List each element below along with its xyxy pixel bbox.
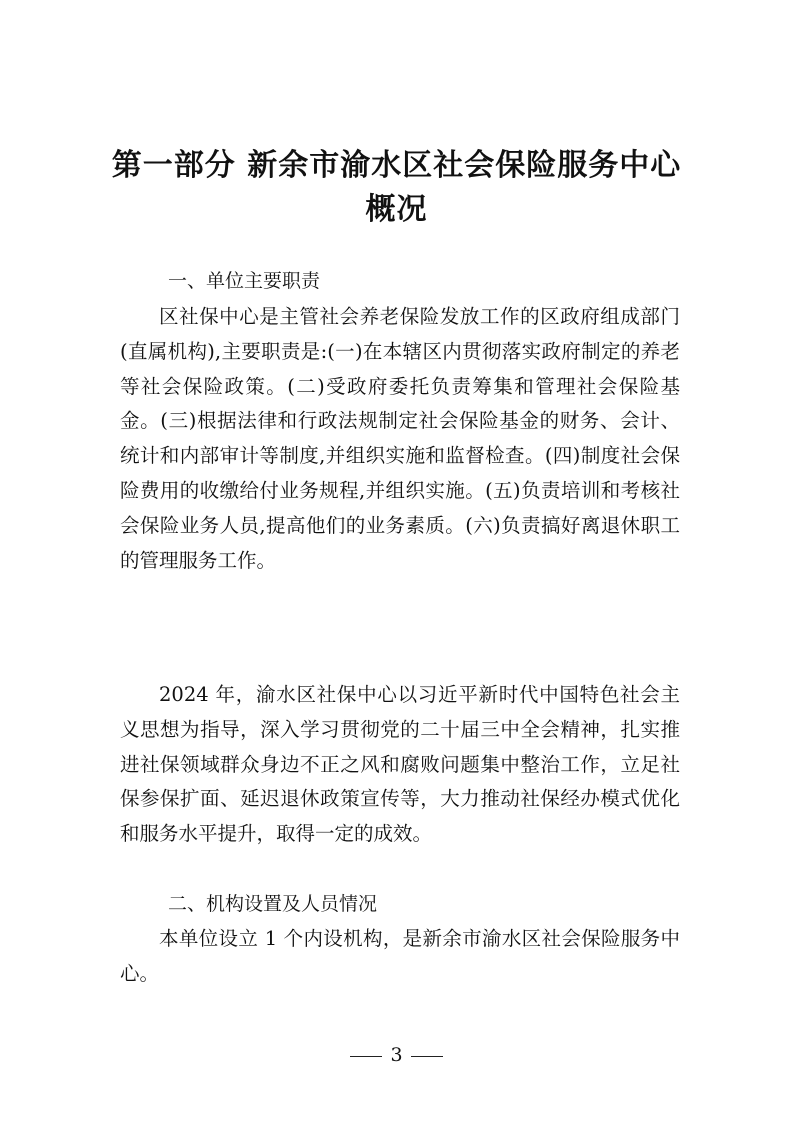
page-title-line-2: 概况 bbox=[365, 192, 428, 227]
page-number: 3 bbox=[390, 1044, 403, 1066]
footer-dash-right bbox=[411, 1056, 443, 1057]
page-footer bbox=[0, 1044, 793, 1066]
footer-dash-left bbox=[350, 1056, 382, 1057]
paragraph-duties: 区社保中心是主管社会养老保险发放工作的区政府组成部门(直属机构),主要职责是:(一)在本辖区内贯彻落实政府制定的养老等社会保险政策。(二)受政府委托负责筹集和管理社会保险基金。(三)根据法律和行政法规制定社会保险基金的财务、会计、统计和内部审计等制度,并组织实施和监督检查。(四)制度社会保险费用的收缴给付业务规程,并组织实施。(五)负责培训和考核社会保险业务人员,提高他们的业务素质。(六)负责搞好离退休职工的管理服务工作。 bbox=[120, 305, 680, 572]
page-title-line-1: 第一部分 新余市渝水区社会保险服务中心 bbox=[111, 148, 682, 183]
paragraph-organization: 本单位设立 1 个内设机构，是新余市渝水区社会保险服务中心。 bbox=[120, 927, 680, 985]
paragraph-2024-summary: 2024 年，渝水区社保中心以习近平新时代中国特色社会主义思想为指导，深入学习贯彻党的二十届三中全会精神，扎实推进社保领域群众身边不正之风和腐败问题集中整治工作，立足社保参保扩面、延迟退休政策宣传等，大力推动社保经办模式优化和服务水平提升，取得一定的成效。 bbox=[120, 683, 680, 846]
section-heading-organization: 二、机构设置及人员情况 bbox=[168, 893, 378, 915]
section-heading-duties: 一、单位主要职责 bbox=[168, 270, 321, 292]
